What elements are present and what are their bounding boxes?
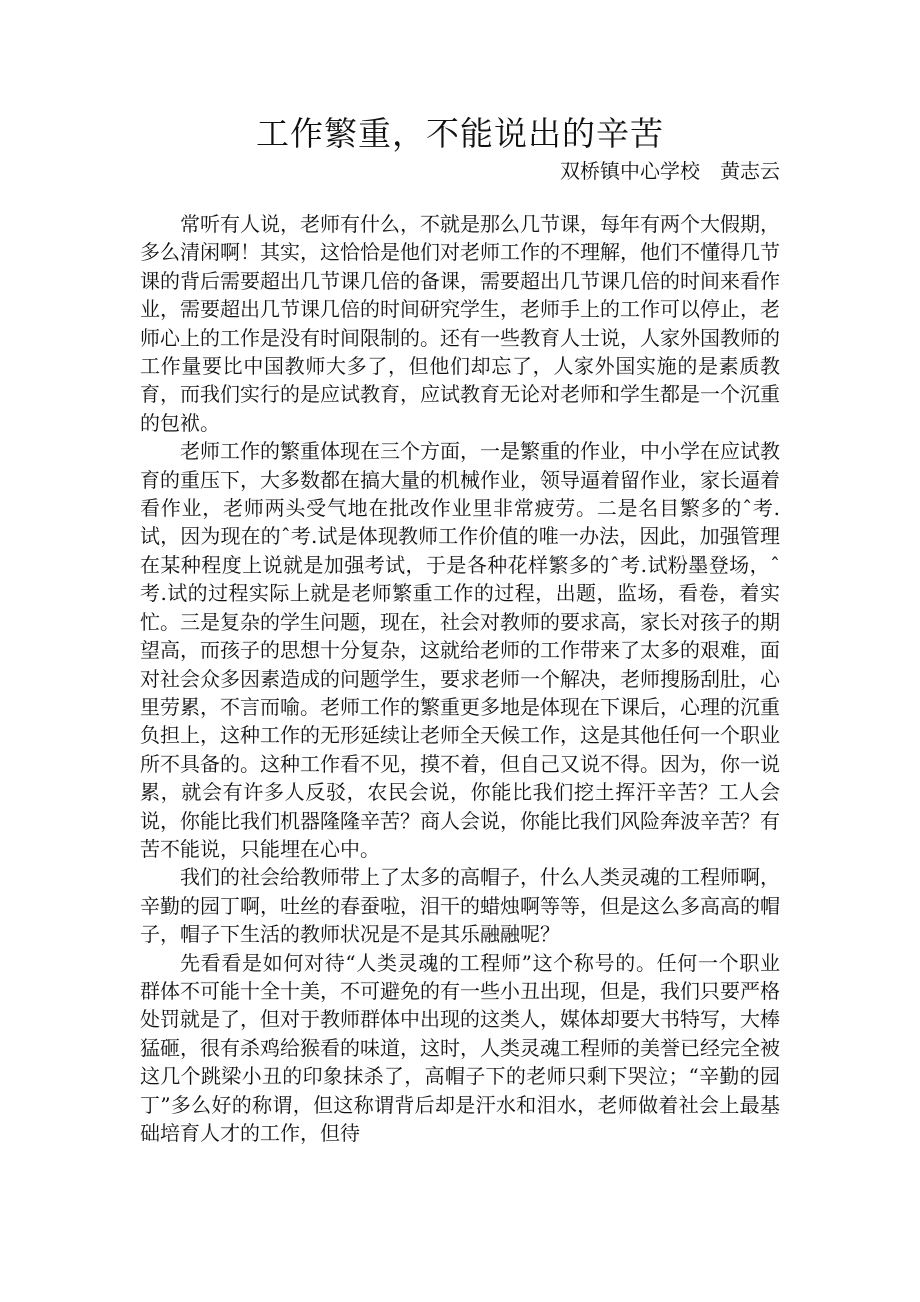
- paragraph: 我们的社会给教师带上了太多的高帽子，什么人类灵魂的工程师啊，辛勤的园丁啊，吐丝的春蚕啦，泪干的蜡烛啊等等，但是这么多高高的帽子，帽子下生活的教师状况是不是其乐融融呢？: [140, 865, 780, 947]
- paragraph: 老师工作的繁重体现在三个方面，一是繁重的作业，中小学在应试教育的重压下，大多数都在搞大量的机械作业，领导逼着留作业，家长逼着看作业，老师两头受气地在批改作业里非常疲劳。二是名目繁多的ˆ考.试，因为现在的ˆ考.试是体现教师工作价值的唯一办法，因此，加强管理在某种程度上说就是加强考试，于是各种花样繁多的ˆ考.试粉墨登场，ˆ考.试的过程实际上就是老师繁重工作的过程，出题，监场，看卷，着实忙。三是复杂的学生问题，现在，社会对教师的要求高，家长对孩子的期望高，而孩子的思想十分复杂，这就给老师的工作带来了太多的艰难，面对社会众多因素造成的问题学生，要求老师一个解决，老师搜肠刮肚，心里劳累，不言而喻。老师工作的繁重更多地是体现在下课后，心理的沉重负担上，这种工作的无形延续让老师全天候工作，这是其他任何一个职业所不具备的。这种工作看不见，摸不着，但自己又说不得。因为，你一说累，就会有许多人反驳，农民会说，你能比我们挖土挥汗辛苦？工人会说，你能比我们机器隆隆辛苦？商人会说，你能比我们风险奔波辛苦？有苦不能说，只能埋在心中。: [140, 439, 780, 861]
- author-byline: 双桥镇中心学校 黄志云: [560, 159, 780, 183]
- paragraph: 常听有人说，老师有什么，不就是那么几节课，每年有两个大假期，多么清闲啊！其实，这恰恰是他们对老师工作的不理解，他们不懂得几节课的背后需要超出几节课几倍的备课，需要超出几节课几倍的时间来看作业，需要超出几节课几倍的时间研究学生，老师手上的工作可以停止，老师心上的工作是没有时间限制的。还有一些教育人士说，人家外国教师的工作量要比中国教师大多了，但他们却忘了，人家外国实施的是素质教育，而我们实行的是应试教育，应试教育无论对老师和学生都是一个沉重的包袱。: [140, 212, 780, 435]
- article-body: [140, 210, 780, 1147]
- paragraph: 先看看是如何对待“人类灵魂的工程师”这个称号的。任何一个职业群体不可能十全十美，不可避免的有一些小丑出现，但是，我们只要严格处罚就是了，但对于教师群体中出现的这类人，媒体却要大书特写，大棒猛砸，很有杀鸡给猴看的味道，这时，人类灵魂工程师的美誉已经完全被这几个跳梁小丑的印象抹杀了，高帽子下的老师只剩下哭泣；“辛勤的园丁”多么好的称谓，但这称谓背后却是汗水和泪水，老师做着社会上最基础培育人才的工作，但待: [140, 950, 780, 1145]
- document-title: 工作繁重，不能说出的辛苦: [256, 114, 664, 153]
